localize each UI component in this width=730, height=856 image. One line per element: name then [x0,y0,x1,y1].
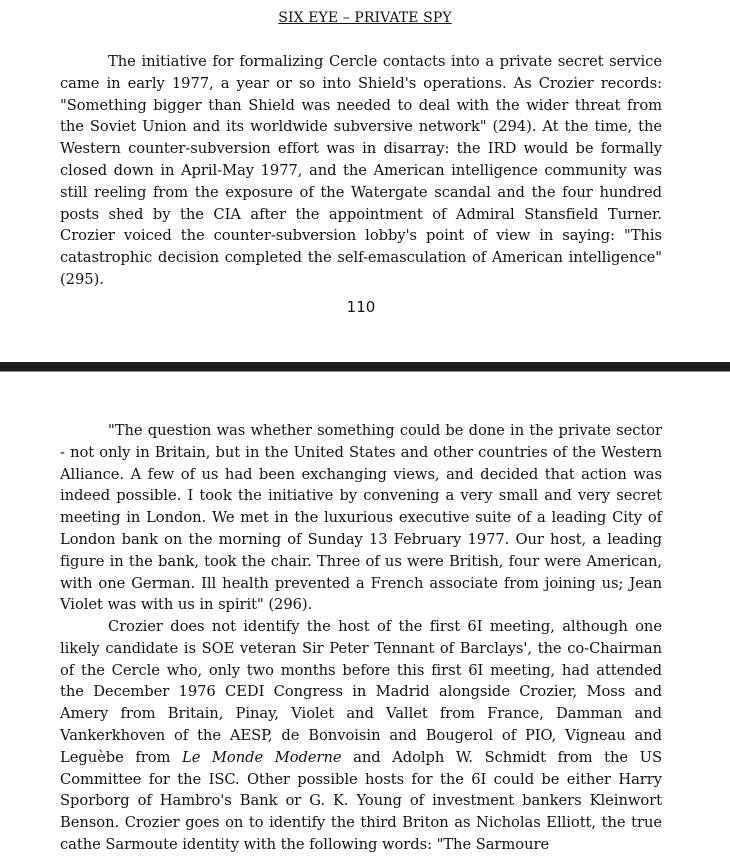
document-page-top [0,0,730,362]
page-divider [0,362,730,372]
page-number: 110 [346,298,376,316]
paragraph-text: Crozier does not identify the host of the first 6I meeting, although one likely candidate is SOE veteran Sir Peter Tennant of Barclays', the co-Chairman of the Cercle who, only two months before this first 6I meeting, had attended the December 1976 CEDI Congress in Madrid alongside Crozier, Moss and Amery from Britain, Pinay, Violet and Vallet from France, Damman and Vankerkhoven of the AESP, de Bonvoisin and Bougerol of PIO, Vigneau and Leguèbe from [60,618,662,766]
document-page-bottom [0,372,730,853]
paragraph-text: and Adolph W. Schmidt from the US Committee for the ISC. Other possible hosts for the 6I could be either Harry Sporborg of Hambro's Bank or G. K. Young of investment bankers Kleinwort Benson. Crozier goes on to identify the third Briton as Nicholas Elliott, the true cathe Sarmoute identity with the following words: "The Sarmoure [60,748,662,853]
running-header: SIX EYE – PRIVATE SPY [278,10,452,26]
body-paragraph [60,616,662,856]
body-paragraph: "The question was whether something could be done in the private sector - not only in Britain, but in the United States and other countries of the Western Alliance. A few of us had been exchanging views, and decided that action was indeed possible. I took the initiative by convening a very small and very secret meeting in London. We met in the luxurious executive suite of a leading City of London bank on the morning of Sunday 13 February 1977. Our host, a leading figure in the bank, took the chair. Three of us were British, four were American, with one German. Ill health prevented a French associate from joining us; Jean Violet was with us in spirit" (296). [60,422,662,614]
publication-title: Le Monde Moderne [181,748,342,766]
body-paragraph: The initiative for formalizing Cercle contacts into a private secret service came in early 1977, a year or so into Shield's operations. As Crozier records: "Something bigger than Shield was needed to deal with the wider threat from the Soviet Union and its worldwide subversive network" (294). At the time, the Western counter-subversion effort was in disarray: the IRD would be formally closed down in April-May 1977, and the American intelligence community was still reeling from the exposure of the Watergate scandal and the four hundred posts shed by the CIA after the appointment of Admiral Stansfield Turner. Crozier voiced the counter-subversion lobby's point of view in saying: "This catastrophic decision completed the self-emasculation of American intelligence" (295). [60,53,662,288]
